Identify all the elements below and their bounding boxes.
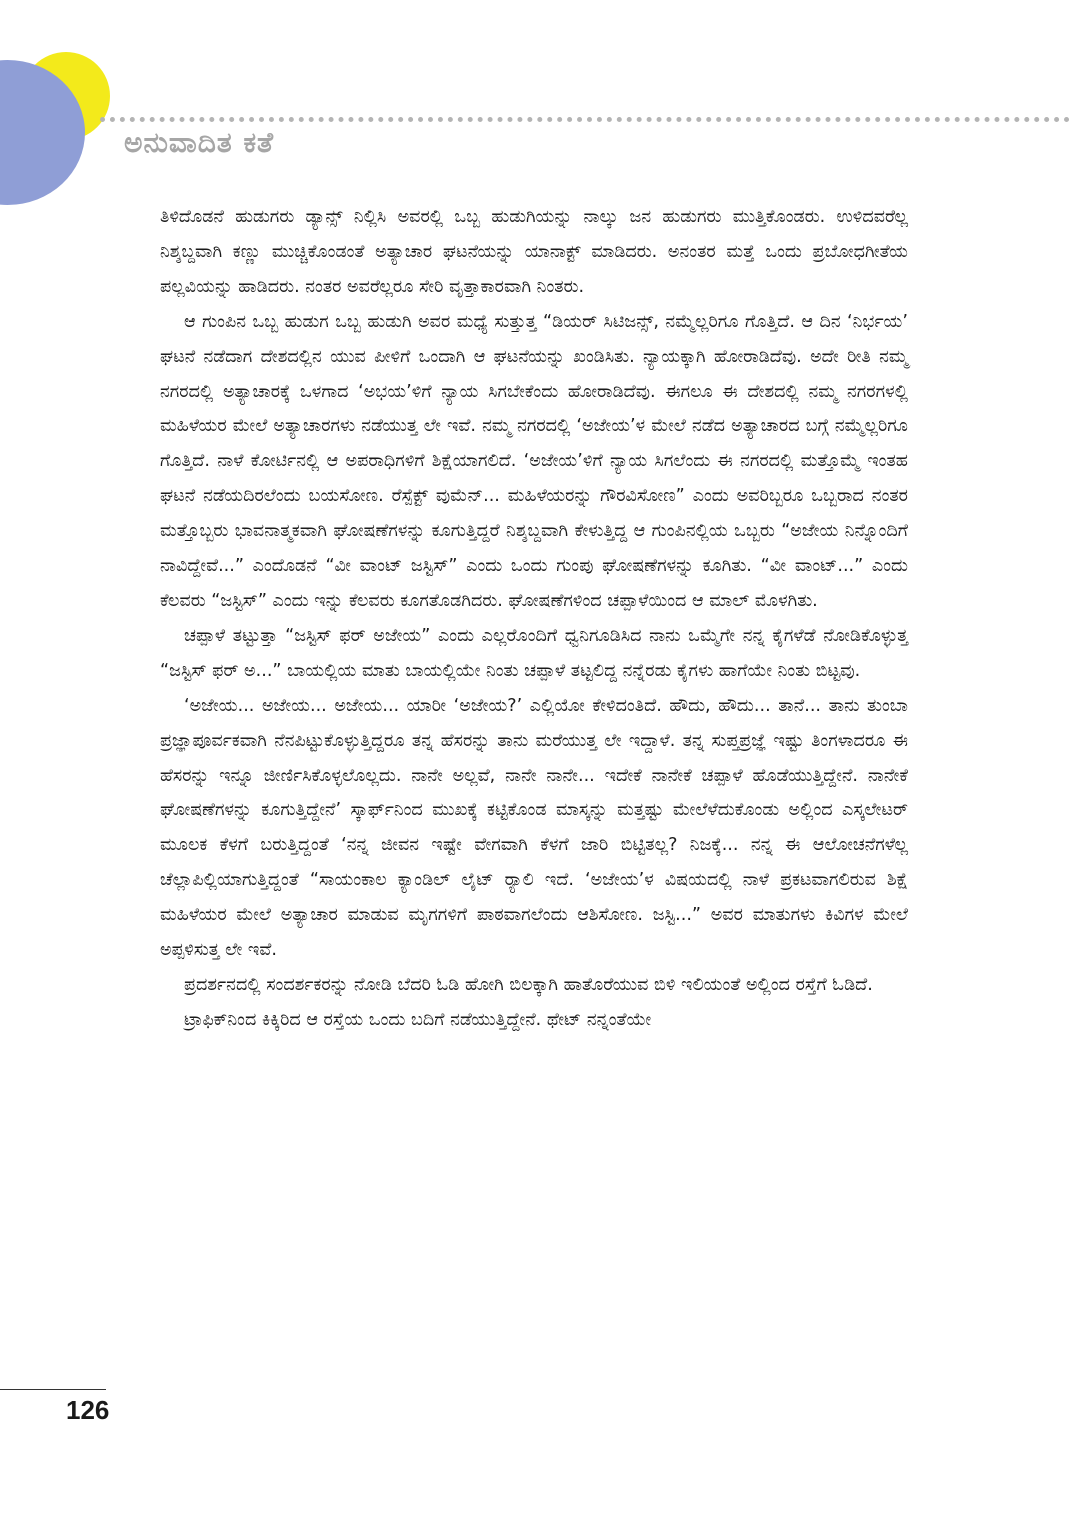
section-title: ಅನುವಾದಿತ ಕತೆ <box>124 126 275 159</box>
paragraph: ‘ಅಜೇಯ... ಅಜೇಯ... ಅಜೇಯ... ಯಾರೀ ‘ಅಜೇಯ?’ ಎಲ್ಲಿಯೋ ಕೇಳಿದಂತಿದೆ. ಹೌದು, ಹೌದು... ತಾನೆ... ತಾನು ತುಂಬಾ ಪ್ರಜ್ಞಾಪೂರ್ವಕವಾಗಿ ನೆನಪಿಟ್ಟುಕೊಳ್ಳುತ್ತಿದ್ದರೂ ತನ್ನ ಹೆಸರನ್ನು ತಾನು ಮರೆಯುತ್ತ ಲೇ ಇದ್ದಾಳೆ. ತನ್ನ ಸುಪ್ತಪ್ರಜ್ಞೆ ಇಷ್ಟು ತಿಂಗಳಾದರೂ ಈ ಹೆಸರನ್ನು ಇನ್ನೂ ಜೀರ್ಣಿಸಿಕೊಳ್ಳಲೊಲ್ಲದು. ನಾನೇ ಅಲ್ಲವೆ, ನಾನೇ ನಾನೇ... ಇದೇಕೆ ನಾನೇಕೆ ಚಪ್ಪಾಳೆ ಹೊಡೆಯುತ್ತಿದ್ದೇನೆ. ನಾನೇಕೆ ಘೋಷಣೆಗಳನ್ನು ಕೂಗುತ್ತಿದ್ದೇನೆ’ ಸ್ಕಾರ್ಫ್‌ನಿಂದ ಮುಖಕ್ಕೆ ಕಟ್ಟಿಕೊಂಡ ಮಾಸ್ಕನ್ನು ಮತ್ತಷ್ಟು ಮೇಲೆಳೆದುಕೊಂಡು ಅಲ್ಲಿಂದ ಎಸ್ಕಲೇಟರ್ ಮೂಲಕ ಕೆಳಗೆ ಬರುತ್ತಿದ್ದಂತೆ ‘ನನ್ನ ಜೀವನ ಇಷ್ಟೇ ವೇಗವಾಗಿ ಕೆಳಗೆ ಜಾರಿ ಬಿಟ್ಟಿತಲ್ಲ? ನಿಜಕ್ಕೆ... ನನ್ನ ಈ ಆಲೋಚನೆಗಳೆಲ್ಲ ಚೆಲ್ಲಾಪಿಲ್ಲಿಯಾಗುತ್ತಿದ್ದಂತೆ “ಸಾಯಂಕಾಲ ಕ್ಯಾಂಡಿಲ್ ಲೈಟ್ ರ್‍ಯಾಲಿ ಇದೆ. ‘ಅಜೇಯ’ಳ ವಿಷಯದಲ್ಲಿ ನಾಳೆ ಪ್ರಕಟವಾಗಲಿರುವ ಶಿಕ್ಷೆ ಮಹಿಳೆಯರ ಮೇಲೆ ಅತ್ಯಾಚಾರ ಮಾಡುವ ಮೃಗಗಳಿಗೆ ಪಾಠವಾಗಲೆಂದು ಆಶಿಸೋಣ. ಜಸ್ಟಿ...” ಅವರ ಮಾತುಗಳು ಕಿವಿಗಳ ಮೇಲೆ ಅಪ್ಪಳಿಸುತ್ತ ಲೇ ಇವೆ. <box>160 695 908 961</box>
page-number: 126 <box>66 1395 110 1425</box>
dotted-header-rule <box>100 117 1070 122</box>
paragraph: ಪ್ರದರ್ಶನದಲ್ಲಿ ಸಂದರ್ಶಕರನ್ನು ನೋಡಿ ಬೆದರಿ ಓಡಿ ಹೋಗಿ ಬಿಲಕ್ಕಾಗಿ ಹಾತೊರೆಯುವ ಬಿಳಿ ಇಲಿಯಂತೆ ಅಲ್ಲಿಂದ ರಸ್ತೆಗೆ ಓಡಿದೆ. <box>184 974 873 995</box>
footer-rule <box>0 1389 106 1390</box>
article-body <box>160 200 908 1038</box>
paragraph: ಚಪ್ಪಾಳೆ ತಟ್ಟುತ್ತಾ “ಜಸ್ಟಿಸ್ ಫರ್ ಅಜೇಯ” ಎಂದು ಎಲ್ಲರೊಂದಿಗೆ ಧ್ವನಿಗೂಡಿಸಿದ ನಾನು ಒಮ್ಮೆಗೇ ನನ್ನ ಕೈಗಳೆಡೆ ನೋಡಿಕೊಳ್ಳುತ್ತ “ಜಸ್ಟಿಸ್ ಫರ್ ಅ...” ಬಾಯಲ್ಲಿಯ ಮಾತು ಬಾಯಲ್ಲಿಯೇ ನಿಂತು ಚಪ್ಪಾಳೆ ತಟ್ಟಲಿದ್ದ ನನ್ನೆರಡು ಕೈಗಳು ಹಾಗೆಯೇ ನಿಂತು ಬಿಟ್ಟವು. <box>160 625 908 681</box>
paragraph: ತಿಳಿದೊಡನೆ ಹುಡುಗರು ಡ್ಯಾನ್ಸ್ ನಿಲ್ಲಿಸಿ ಅವರಲ್ಲಿ ಒಬ್ಬ ಹುಡುಗಿಯನ್ನು ನಾಲ್ಕು ಜನ ಹುಡುಗರು ಮುತ್ತಿಕೊಂಡರು. ಉಳಿದವರೆಲ್ಲ ನಿಶ್ಶಬ್ದವಾಗಿ ಕಣ್ಣು ಮುಚ್ಚಿಕೊಂಡಂತೆ ಅತ್ಯಾಚಾರ ಘಟನೆಯನ್ನು ಯಾನಾಕ್ಟ್ ಮಾಡಿದರು. ಅನಂತರ ಮತ್ತೆ ಒಂದು ಪ್ರಬೋಧಗೀತೆಯ ಪಲ್ಲವಿಯನ್ನು ಹಾಡಿದರು. ನಂತರ ಅವರೆಲ್ಲರೂ ಸೇರಿ ವೃತ್ತಾಕಾರವಾಗಿ ನಿಂತರು. <box>160 207 908 297</box>
paragraph: ಟ್ರಾಫಿಕ್‌ನಿಂದ ಕಿಕ್ಕಿರಿದ ಆ ರಸ್ತೆಯ ಒಂದು ಬದಿಗೆ ನಡೆಯುತ್ತಿದ್ದೇನೆ. ಥೇಟ್ ನನ್ನಂತೆಯೇ <box>184 1009 652 1030</box>
paragraph: ಆ ಗುಂಪಿನ ಒಬ್ಬ ಹುಡುಗ ಒಬ್ಬ ಹುಡುಗಿ ಅವರ ಮಧ್ಯೆ ಸುತ್ತುತ್ತ “ಡಿಯರ್ ಸಿಟಿಜನ್ಸ್, ನಮ್ಮೆಲ್ಲರಿಗೂ ಗೊತ್ತಿದೆ. ಆ ದಿನ ‘ನಿರ್ಭಯ’ ಘಟನೆ ನಡೆದಾಗ ದೇಶದಲ್ಲಿನ ಯುವ ಪೀಳಿಗೆ ಒಂದಾಗಿ ಆ ಘಟನೆಯನ್ನು ಖಂಡಿಸಿತು. ನ್ಯಾಯಕ್ಕಾಗಿ ಹೋರಾಡಿದೆವು. ಅದೇ ರೀತಿ ನಮ್ಮ ನಗರದಲ್ಲಿ ಅತ್ಯಾಚಾರಕ್ಕೆ ಒಳಗಾದ ‘ಅಭಯ’ಳಿಗೆ ನ್ಯಾಯ ಸಿಗಬೇಕೆಂದು ಹೋರಾಡಿದೆವು. ಈಗಲೂ ಈ ದೇಶದಲ್ಲಿ ನಮ್ಮ ನಗರಗಳಲ್ಲಿ ಮಹಿಳೆಯರ ಮೇಲೆ ಅತ್ಯಾಚಾರಗಳು ನಡೆಯುತ್ತ ಲೇ ಇವೆ. ನಮ್ಮ ನಗರದಲ್ಲಿ ‘ಅಜೇಯ’ಳ ಮೇಲೆ ನಡೆದ ಅತ್ಯಾಚಾರದ ಬಗ್ಗೆ ನಮ್ಮೆಲ್ಲರಿಗೂ ಗೊತ್ತಿದೆ. ನಾಳೆ ಕೋರ್ಟಿನಲ್ಲಿ ಆ ಅಪರಾಧಿಗಳಿಗೆ ಶಿಕ್ಷೆಯಾಗಲಿದೆ. ‘ಅಜೇಯ’ಳಿಗೆ ನ್ಯಾಯ ಸಿಗಲೆಂದು ಈ ನಗರದಲ್ಲಿ ಮತ್ತೊಮ್ಮೆ ಇಂತಹ ಘಟನೆ ನಡೆಯದಿರಲೆಂದು ಬಯಸೋಣ. ರೆಸ್ಪೆಕ್ಟ್ ವುಮೆನ್... ಮಹಿಳೆಯರನ್ನು ಗೌರವಿಸೋಣ” ಎಂದು ಅವರಿಬ್ಬರೂ ಒಬ್ಬರಾದ ನಂತರ ಮತ್ತೊಬ್ಬರು ಭಾವನಾತ್ಮಕವಾಗಿ ಘೋಷಣೆಗಳನ್ನು ಕೂಗುತ್ತಿದ್ದರೆ ನಿಶ್ಶಬ್ದವಾಗಿ ಕೇಳುತ್ತಿದ್ದ ಆ ಗುಂಪಿನಲ್ಲಿಯ ಒಬ್ಬರು “ಅಜೇಯ ನಿನ್ನೊಂದಿಗೆ ನಾವಿದ್ದೇವೆ...” ಎಂದೊಡನೆ “ವೀ ವಾಂಟ್ ಜಸ್ಟಿಸ್” ಎಂದು ಒಂದು ಗುಂಪು ಘೋಷಣೆಗಳನ್ನು ಕೂಗಿತು. “ವೀ ವಾಂಟ್...” ಎಂದು ಕೆಲವರು “ಜಸ್ಟಿಸ್” ಎಂದು ಇನ್ನು ಕೆಲವರು ಕೂಗತೊಡಗಿದರು. ಘೋಷಣೆಗಳಿಂದ ಚಪ್ಪಾಳೆಯಿಂದ ಆ ಮಾಲ್ ಮೊಳಗಿತು. <box>160 311 908 611</box>
